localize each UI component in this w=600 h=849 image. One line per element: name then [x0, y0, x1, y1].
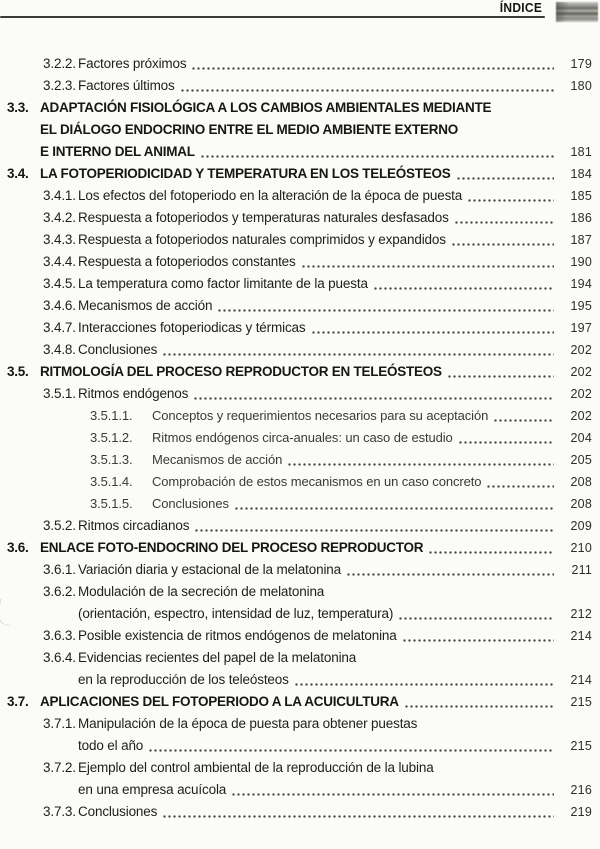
toc-entry-page: 186: [570, 211, 592, 225]
toc-entry-number: 3.3.: [7, 100, 29, 115]
dot-leader: [486, 484, 554, 489]
toc-entry-title: Interacciones fotoperiodicas y térmicas: [78, 320, 306, 335]
dot-leader: [200, 154, 554, 159]
dot-leader: [428, 550, 554, 555]
dot-leader: [287, 462, 554, 467]
toc-entry-title: Factores últimos: [78, 78, 175, 93]
toc-entry-title: Mecanismos de acción: [152, 452, 283, 467]
toc-entry-number: 3.4.8.: [43, 342, 76, 357]
toc-entry-number: 3.6.3.: [43, 628, 76, 643]
toc-entry-page: 209: [570, 519, 592, 533]
dot-leader: [467, 198, 554, 203]
toc-entry-line: [0, 339, 592, 361]
toc-entry-number: 3.6.1.: [43, 562, 76, 577]
toc-entry-page: 215: [570, 739, 592, 753]
toc-entry-title: Respuesta a fotoperiodos naturales comprimidos y expandidos: [78, 232, 446, 247]
toc-entry-page: 214: [570, 629, 592, 643]
toc-entry-title: en una empresa acuícola: [78, 782, 227, 797]
toc-entry-page: 205: [570, 453, 592, 467]
header-rule: [0, 16, 545, 18]
corner-photo-thumbnail: [556, 2, 598, 22]
toc-entry-page: 208: [570, 497, 592, 511]
toc-entry-number: 3.7.: [7, 694, 29, 709]
toc-entry-line: [0, 361, 592, 383]
toc-entry-line: [0, 735, 592, 757]
toc-entry-line: [0, 97, 592, 119]
dot-leader: [231, 792, 554, 797]
toc-entry-number: 3.4.6.: [43, 298, 76, 313]
toc-entry-line: [0, 515, 592, 537]
toc-entry-title: Ritmos circadianos: [78, 518, 190, 533]
toc-entry-line: [0, 625, 592, 647]
dot-leader: [404, 704, 554, 709]
toc-entry-page: 187: [570, 233, 592, 247]
toc-entry-title: Factores próximos: [78, 56, 187, 71]
toc-entry-title: E INTERNO DEL ANIMAL: [40, 144, 195, 159]
dot-leader: [454, 220, 554, 225]
toc-entry-number: 3.6.2.: [43, 584, 76, 599]
dot-leader: [346, 572, 554, 577]
toc-entry-page: 202: [570, 387, 592, 401]
dot-leader: [217, 308, 554, 313]
toc-entry-title: Conceptos y requerimientos necesarios para su aceptación: [152, 408, 489, 423]
toc-entry-number: 3.5.: [7, 364, 29, 379]
toc-entry-title: La temperatura como factor limitante de la puesta: [78, 276, 368, 291]
toc-entry-line: [0, 229, 592, 251]
toc-list: [0, 53, 592, 823]
toc-entry-number: 3.4.4.: [43, 254, 76, 269]
toc-entry-line: [0, 779, 592, 801]
toc-entry-page: 216: [570, 783, 592, 797]
toc-entry-number: 3.4.5.: [43, 276, 76, 291]
page-title: ÍNDICE: [499, 1, 542, 15]
toc-entry-number: 3.4.7.: [43, 320, 76, 335]
dot-leader: [162, 352, 554, 357]
dot-leader: [148, 748, 554, 753]
dot-leader: [373, 286, 554, 291]
toc-entry-page: 202: [570, 365, 592, 379]
toc-entry-line: [0, 537, 592, 559]
toc-entry-title: Conclusiones: [152, 496, 229, 511]
toc-entry-title: en la reproducción de los teleósteos: [78, 672, 289, 687]
dot-leader: [234, 506, 554, 511]
toc-entry-title: Ritmos endógenos circa-anuales: un caso de estudio: [152, 430, 453, 445]
toc-entry-line: [0, 603, 592, 625]
toc-entry-title: Posible existencia de ritmos endógenos de melatonina: [78, 628, 397, 643]
toc-entry-number: 3.4.2.: [43, 210, 76, 225]
toc-entry-number: 3.5.1.1.: [90, 408, 133, 423]
toc-entry-line: [0, 691, 592, 713]
toc-entry-page: 197: [570, 321, 592, 335]
toc-entry-title: Respuesta a fotoperiodos y temperaturas naturales desfasados: [78, 210, 449, 225]
toc-entry-number: 3.5.1.5.: [90, 496, 133, 511]
toc-entry-line: [0, 317, 592, 339]
toc-entry-title: EL DIÁLOGO ENDOCRINO ENTRE EL MEDIO AMBIENTE EXTERNO: [40, 122, 459, 137]
toc-entry-line: [0, 493, 592, 515]
toc-entry-title: Comprobación de estos mecanismos en un caso concreto: [152, 474, 482, 489]
toc-entry-line: [0, 295, 592, 317]
toc-entry-line: [0, 647, 592, 669]
dot-leader: [193, 396, 554, 401]
toc-entry-title: Conclusiones: [78, 342, 158, 357]
toc-entry-page: 180: [570, 79, 592, 93]
toc-entry-number: 3.2.2.: [43, 56, 76, 71]
toc-entry-number: 3.5.1.: [43, 386, 76, 401]
toc-entry-title: Ejemplo del control ambiental de la reproducción de la lubina: [78, 760, 434, 775]
toc-entry-title: Modulación de la secreción de melatonina: [78, 584, 325, 599]
toc-entry-title: RITMOLOGÍA DEL PROCESO REPRODUCTOR EN TELEÓSTEOS: [40, 364, 442, 379]
toc-entry-page: 215: [570, 695, 592, 709]
toc-entry-line: [0, 185, 592, 207]
toc-entry-line: [0, 273, 592, 295]
toc-entry-line: [0, 141, 592, 163]
toc-entry-title: todo el año: [78, 738, 144, 753]
toc-entry-line: [0, 53, 592, 75]
toc-entry-line: [0, 581, 592, 603]
toc-entry-page: 181: [570, 145, 592, 159]
toc-entry-line: [0, 163, 592, 185]
toc-entry-page: 179: [570, 57, 592, 71]
toc-entry-page: 219: [570, 805, 592, 819]
toc-entry-line: [0, 471, 592, 493]
toc-entry-title: Evidencias recientes del papel de la melatonina: [78, 650, 357, 665]
toc-entry-page: 204: [570, 431, 592, 445]
toc-entry-number: 3.7.1.: [43, 716, 76, 731]
toc-entry-line: [0, 801, 592, 823]
toc-entry-title: ENLACE FOTO-ENDOCRINO DEL PROCESO REPRODUCTOR: [40, 540, 424, 555]
dot-leader: [301, 264, 554, 269]
toc-entry-line: [0, 75, 592, 97]
toc-entry-title: (orientación, espectro, intensidad de luz, temperatura): [78, 606, 394, 621]
toc-entry-number: 3.4.3.: [43, 232, 76, 247]
dot-leader: [162, 814, 554, 819]
toc-entry-number: 3.6.4.: [43, 650, 76, 665]
dot-leader: [191, 66, 554, 71]
dot-leader: [180, 88, 554, 93]
dot-leader: [458, 440, 554, 445]
toc-entry-page: 202: [570, 343, 592, 357]
toc-entry-number: 3.4.1.: [43, 188, 76, 203]
dot-leader: [456, 176, 554, 181]
toc-entry-page: 208: [570, 475, 592, 489]
dot-leader: [447, 374, 554, 379]
toc-entry-number: 3.5.1.3.: [90, 452, 133, 467]
toc-entry-line: [0, 251, 592, 273]
toc-entry-title: Conclusiones: [78, 804, 158, 819]
toc-entry-number: 3.5.1.2.: [90, 430, 133, 445]
toc-entry-line: [0, 559, 592, 581]
toc-entry-number: 3.5.2.: [43, 518, 76, 533]
toc-entry-page: 212: [570, 607, 592, 621]
toc-entry-line: [0, 119, 592, 141]
toc-entry-line: [0, 669, 592, 691]
toc-entry-page: 194: [570, 277, 592, 291]
toc-entry-line: [0, 713, 592, 735]
toc-entry-title: Respuesta a fotoperiodos constantes: [78, 254, 296, 269]
toc-entry-page: 214: [570, 673, 592, 687]
toc-entry-title: Manipulación de la época de puesta para obtener puestas: [78, 716, 418, 731]
toc-entry-line: [0, 207, 592, 229]
dot-leader: [451, 242, 554, 247]
dot-leader: [194, 528, 554, 533]
toc-entry-number: 3.6.: [7, 540, 29, 555]
toc-entry-line: [0, 449, 592, 471]
toc-entry-title: Ritmos endógenos: [78, 386, 189, 401]
toc-entry-title: LA FOTOPERIODICIDAD Y TEMPERATURA EN LOS TELEÓSTEOS: [40, 166, 451, 181]
toc-entry-line: [0, 427, 592, 449]
toc-entry-number: 3.2.3.: [43, 78, 76, 93]
toc-entry-number: 3.4.: [7, 166, 29, 181]
toc-entry-number: 3.7.2.: [43, 760, 76, 775]
dot-leader: [402, 638, 554, 643]
toc-entry-number: 3.7.3.: [43, 804, 76, 819]
toc-entry-page: 210: [570, 541, 592, 555]
toc-entry-page: 184: [570, 167, 592, 181]
toc-entry-line: [0, 405, 592, 427]
dot-leader: [294, 682, 554, 687]
toc-entry-title: ADAPTACIÓN FISIOLÓGICA A LOS CAMBIOS AMBIENTALES MEDIANTE: [40, 100, 492, 115]
toc-entry-title: APLICACIONES DEL FOTOPERIODO A LA ACUICULTURA: [40, 694, 399, 709]
toc-entry-line: [0, 383, 592, 405]
toc-entry-title: Los efectos del fotoperiodo en la alteración de la época de puesta: [78, 188, 463, 203]
toc-entry-title: Mecanismos de acción: [78, 298, 213, 313]
toc-entry-page: 185: [570, 189, 592, 203]
toc-entry-number: 3.5.1.4.: [90, 474, 133, 489]
dot-leader: [493, 418, 554, 423]
toc-entry-line: [0, 757, 592, 779]
toc-entry-page: 211: [571, 563, 592, 577]
toc-entry-page: 190: [570, 255, 592, 269]
dot-leader: [311, 330, 554, 335]
toc-entry-page: 195: [570, 299, 592, 313]
toc-entry-page: 202: [570, 409, 592, 423]
dot-leader: [398, 616, 554, 621]
toc-entry-title: Variación diaria y estacional de la melatonina: [78, 562, 342, 577]
